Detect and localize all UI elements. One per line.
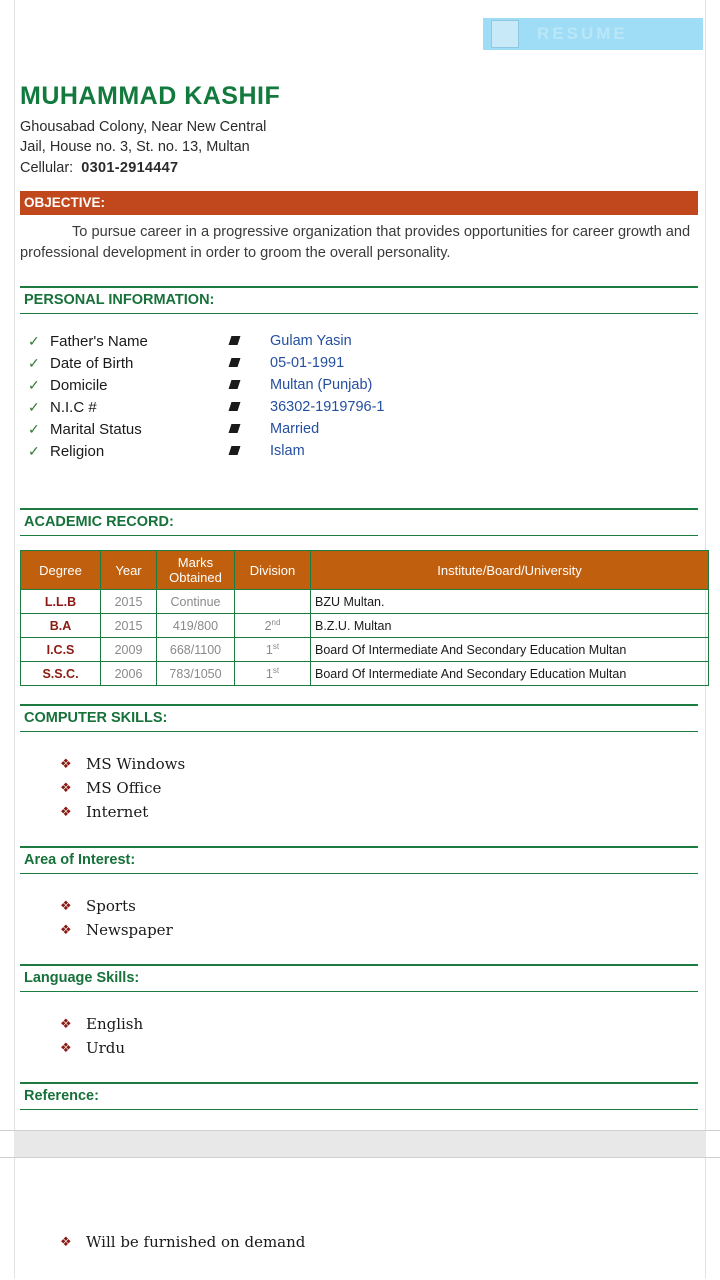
personal-information-list: [28, 330, 698, 462]
language-skills-list: [60, 1012, 698, 1060]
resume-watermark-label: RESUME: [537, 24, 628, 43]
placeholder-square-icon: [491, 20, 519, 48]
diamond-bullet-icon: ❖: [60, 1016, 72, 1031]
page-break-right-margin: [706, 1131, 720, 1157]
list-item: [60, 752, 698, 776]
personal-info-value: Gulam Yasin: [270, 333, 352, 349]
cellular-line: [20, 157, 698, 179]
list-item: [28, 330, 698, 352]
cell-marks: 668/1100: [157, 638, 235, 662]
list-item: [28, 352, 698, 374]
resume-page-2: [0, 1158, 720, 1254]
reference-label: Will be furnished on demand: [86, 1233, 306, 1251]
cell-division-value: 1: [265, 643, 273, 658]
diamond-bullet-icon: ❖: [60, 1234, 72, 1249]
personal-info-label: Religion: [50, 442, 105, 460]
cell-division-suffix: nd: [271, 617, 281, 627]
academic-record-heading: ACADEMIC RECORD:: [20, 508, 698, 536]
page2-top-spacer: [20, 1158, 698, 1230]
table-row: [21, 614, 709, 638]
table-header-row: [21, 551, 709, 590]
personal-info-label: Marital Status: [50, 420, 142, 438]
diamond-bullet-icon: ❖: [60, 780, 72, 795]
cell-degree: S.S.C.: [21, 662, 101, 686]
cell-division: [235, 614, 311, 638]
area-of-interest-heading: Area of Interest:: [20, 846, 698, 874]
list-item: [28, 396, 698, 418]
personal-information-heading: PERSONAL INFORMATION:: [20, 286, 698, 314]
column-year: Year: [101, 551, 157, 590]
cell-division-value: 1: [265, 667, 273, 682]
language-label: Urdu: [86, 1039, 126, 1057]
list-item: [28, 440, 698, 462]
reference-list: [60, 1230, 698, 1254]
cell-degree: L.L.B: [21, 590, 101, 614]
personal-info-value: 05-01-1991: [270, 355, 345, 371]
check-icon: ✓: [28, 398, 40, 415]
diamond-bullet-icon: ❖: [60, 1040, 72, 1055]
page2-left-margin-rail: [0, 1158, 15, 1278]
personal-info-value: Multan (Punjab): [270, 377, 373, 393]
square-bullet-icon: [230, 398, 270, 416]
computer-skill-label: MS Windows: [86, 755, 186, 773]
column-marks-line2: Obtained: [169, 570, 222, 585]
section-computer-skills: [20, 704, 698, 824]
column-division: Division: [235, 551, 311, 590]
academic-record-table: [20, 550, 709, 686]
candidate-name: MUHAMMAD KASHIF: [20, 82, 281, 110]
objective-text-block: [20, 222, 698, 264]
cell-marks: 419/800: [157, 614, 235, 638]
cell-year: 2006: [101, 662, 157, 686]
table-row: [21, 590, 709, 614]
diamond-bullet-icon: ❖: [60, 898, 72, 913]
header-banner-row: [0, 0, 720, 56]
cell-degree: I.C.S: [21, 638, 101, 662]
check-icon: ✓: [28, 376, 40, 393]
column-marks-obtained: [157, 551, 235, 590]
section-reference: [20, 1082, 698, 1110]
list-item: [60, 1012, 698, 1036]
resume-watermark-banner: [483, 18, 703, 50]
table-row: [21, 662, 709, 686]
personal-info-value: Islam: [270, 443, 305, 459]
objective-heading: OBJECTIVE:: [20, 191, 698, 215]
cell-division: [235, 638, 311, 662]
cellular-value: 0301-2914447: [81, 160, 179, 176]
section-area-of-interest: [20, 846, 698, 942]
address-line-2: Jail, House no. 3, St. no. 13, Multan: [20, 139, 250, 155]
cell-division: [235, 662, 311, 686]
area-of-interest-label: Newspaper: [86, 921, 173, 939]
column-degree: Degree: [21, 551, 101, 590]
cellular-label: Cellular:: [20, 160, 74, 176]
cell-marks: Continue: [157, 590, 235, 614]
section-language-skills: [20, 964, 698, 1060]
square-bullet-icon: [230, 442, 270, 460]
list-item: [60, 1230, 698, 1254]
objective-text: To pursue career in a progressive organization that provides opportunities for career growth and professional development in order to groom the overall personality.: [20, 224, 691, 261]
personal-info-label: N.I.C #: [50, 398, 97, 416]
language-skills-heading: Language Skills:: [20, 964, 698, 992]
cell-year: 2015: [101, 590, 157, 614]
cell-marks: 783/1050: [157, 662, 235, 686]
computer-skills-heading: COMPUTER SKILLS:: [20, 704, 698, 732]
personal-info-label: Date of Birth: [50, 354, 134, 372]
cell-institute: BZU Multan.: [311, 590, 709, 614]
computer-skills-list: [60, 752, 698, 824]
personal-info-value: 36302-1919796-1: [270, 399, 385, 415]
cell-year: 2015: [101, 614, 157, 638]
square-bullet-icon: [230, 420, 270, 438]
cell-division-value: 2: [264, 619, 272, 634]
personal-info-label: Domicile: [50, 376, 108, 394]
check-icon: ✓: [28, 442, 40, 459]
diamond-bullet-icon: ❖: [60, 756, 72, 771]
table-row: [21, 638, 709, 662]
address-line-1: Ghousabad Colony, Near New Central: [20, 119, 267, 135]
cell-division-suffix: st: [272, 641, 280, 651]
language-label: English: [86, 1015, 144, 1033]
list-item: [60, 894, 698, 918]
list-item: [28, 374, 698, 396]
cell-institute: Board Of Intermediate And Secondary Education Multan: [311, 662, 709, 686]
cell-institute: Board Of Intermediate And Secondary Education Multan: [311, 638, 709, 662]
square-bullet-icon: [230, 332, 270, 350]
personal-info-value: Married: [270, 421, 320, 437]
page-break-left-margin: [0, 1131, 14, 1157]
page2-right-margin-rail: [705, 1158, 720, 1278]
diamond-bullet-icon: ❖: [60, 804, 72, 819]
document-content: [0, 82, 720, 1110]
area-of-interest-label: Sports: [86, 897, 136, 915]
cell-year: 2009: [101, 638, 157, 662]
cell-institute: B.Z.U. Multan: [311, 614, 709, 638]
check-icon: ✓: [28, 420, 40, 437]
list-item: [60, 1036, 698, 1060]
cell-division-suffix: st: [272, 665, 280, 675]
check-icon: ✓: [28, 354, 40, 371]
diamond-bullet-icon: ❖: [60, 922, 72, 937]
list-item: [60, 776, 698, 800]
column-marks-line1: Marks: [177, 555, 214, 570]
square-bullet-icon: [230, 376, 270, 394]
computer-skill-label: Internet: [86, 803, 149, 821]
square-bullet-icon: [230, 354, 270, 372]
list-item: [28, 418, 698, 440]
computer-skill-label: MS Office: [86, 779, 162, 797]
section-academic-record: [20, 508, 698, 686]
section-personal-information: [20, 286, 698, 462]
area-of-interest-list: [60, 894, 698, 942]
column-institute: Institute/Board/University: [311, 551, 709, 590]
reference-heading: Reference:: [20, 1082, 698, 1110]
list-item: [60, 918, 698, 942]
cell-division: [235, 590, 311, 614]
cell-degree: B.A: [21, 614, 101, 638]
personal-info-label: Father's Name: [50, 332, 148, 350]
page-break-separator: [0, 1130, 720, 1158]
check-icon: ✓: [28, 332, 40, 349]
list-item: [60, 800, 698, 824]
